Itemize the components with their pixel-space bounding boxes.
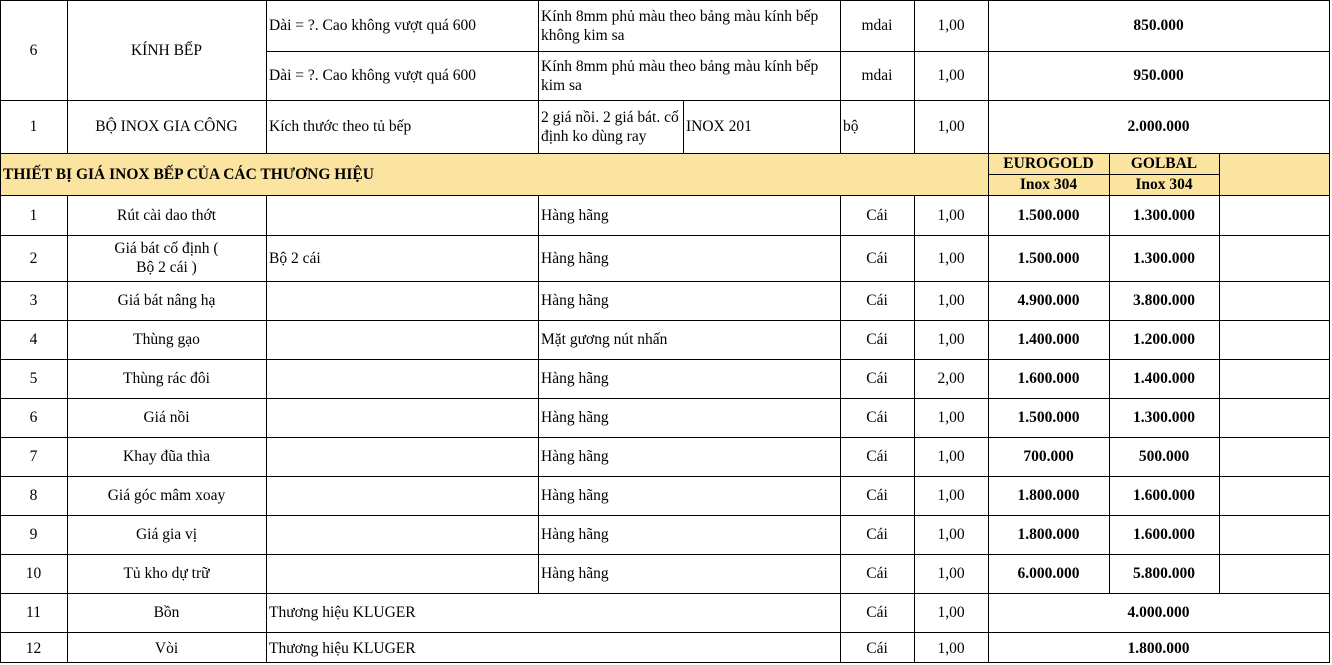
grid-line [914, 195, 915, 663]
item-quantity: 1,00 [937, 487, 965, 504]
row-number: 9 [29, 526, 38, 543]
item-unit: Cái [866, 604, 888, 621]
grid-line [0, 153, 1330, 154]
item-description: Hàng hãng [541, 526, 609, 543]
item-spec [266, 320, 538, 359]
item-spec [266, 359, 538, 398]
item-unit: Cái [866, 249, 888, 267]
grid-line [0, 593, 1330, 594]
item-unit: Cái [866, 640, 888, 657]
item-name: Giá bát nâng hạ [117, 292, 216, 309]
grid-line [0, 100, 1330, 101]
item-quantity: 1,00 [937, 206, 965, 224]
item-size: Dài = ?. Cao không vượt quá 600 [269, 17, 477, 34]
item-description: Hàng hãng [541, 409, 609, 426]
item-name: Giá nồi [143, 409, 190, 426]
price-golbal: 1.300.000 [1133, 249, 1195, 267]
item-unit: Cái [866, 409, 888, 426]
item-name: KÍNH BẾP [130, 41, 203, 59]
item-quantity: 1,00 [937, 526, 965, 543]
grid-line [988, 0, 989, 663]
item-unit: mdai [861, 17, 893, 34]
grid-line [683, 100, 684, 154]
grid-line [0, 476, 1330, 477]
item-size: Kích thước theo tủ bếp [269, 118, 412, 135]
item-name: Tủ kho dự trữ [123, 565, 210, 582]
grid-line [0, 281, 1330, 282]
row-number: 12 [25, 640, 42, 657]
grid-line [0, 320, 1330, 321]
item-quantity: 1,00 [937, 292, 965, 309]
item-unit: mdai [861, 67, 893, 84]
grid-line [1109, 153, 1110, 594]
item-description: Hàng hãng [541, 565, 609, 582]
grid-line [67, 195, 68, 663]
item-material: INOX 201 [686, 118, 752, 135]
item-unit: Cái [866, 206, 888, 224]
item-spec: Thương hiệu KLUGER [269, 604, 416, 621]
item-quantity: 1,00 [937, 17, 965, 34]
row-number: 3 [29, 292, 38, 309]
item-unit: Cái [866, 331, 888, 348]
grid-line [538, 0, 539, 154]
item-spec [266, 476, 538, 515]
grid-line [0, 195, 1330, 196]
price-eurogold: 1.600.000 [1017, 370, 1080, 387]
item-unit: bộ [843, 118, 859, 135]
grid-line [0, 662, 1330, 663]
price-golbal: 5.800.000 [1133, 565, 1195, 582]
item-price: 950.000 [1133, 67, 1184, 84]
price-eurogold: 1.400.000 [1017, 331, 1080, 348]
item-name: Giá gia vị [135, 526, 198, 543]
item-description: Kính 8mm phủ màu theo bảng màu kính bếp kim sa [541, 57, 819, 94]
price-eurogold: 1.500.000 [1017, 249, 1080, 267]
item-spec [266, 281, 538, 320]
item-unit: Cái [866, 448, 888, 465]
item-price: 2.000.000 [1127, 118, 1190, 135]
item-name: Bồn [153, 604, 180, 621]
grid-line [0, 0, 1, 663]
grid-line [0, 437, 1330, 438]
price-golbal: 500.000 [1138, 448, 1190, 465]
row-number: 1 [29, 118, 38, 135]
item-quantity: 2,00 [937, 370, 965, 387]
item-name: Giá góc mâm xoay [107, 487, 226, 504]
item-name: Thùng rác đôi [123, 370, 210, 387]
brand-material: Inox 304 [1019, 176, 1078, 193]
item-price: 850.000 [1133, 17, 1184, 34]
price-eurogold: 6.000.000 [1017, 565, 1080, 582]
item-spec: Thương hiệu KLUGER [269, 640, 416, 657]
row-number: 8 [29, 487, 38, 504]
grid-line [1219, 153, 1220, 594]
item-size: Dài = ?. Cao không vượt quá 600 [269, 67, 477, 84]
price-eurogold: 4.900.000 [1017, 292, 1080, 309]
item-price: 4.000.000 [1127, 604, 1190, 621]
row-number: 6 [29, 409, 38, 426]
grid-line [840, 195, 841, 663]
row-number: 5 [29, 370, 38, 387]
item-name: Vòi [154, 640, 179, 657]
item-quantity: 1,00 [937, 448, 965, 465]
item-spec [266, 515, 538, 554]
row-number: 2 [29, 249, 38, 267]
row-number: 11 [26, 604, 41, 621]
grid-line [0, 0, 1330, 1]
price-golbal: 1.300.000 [1133, 409, 1195, 426]
price-eurogold: 1.500.000 [1017, 206, 1080, 224]
item-description: 2 giá nồi. 2 giá bát. cố định ko dùng ray [541, 108, 679, 145]
item-name: BỘ INOX GIA CÔNG [95, 118, 238, 135]
row-number: 10 [25, 565, 42, 582]
item-quantity: 1,00 [937, 249, 965, 267]
grid-line [266, 51, 1330, 52]
item-unit: Cái [866, 565, 888, 582]
row-number: 7 [29, 448, 38, 465]
item-spec [266, 398, 538, 437]
price-golbal: 1.600.000 [1133, 526, 1195, 543]
price-golbal: 1.300.000 [1133, 206, 1195, 224]
item-spec [266, 437, 538, 476]
item-name: Giá bát cố định ( Bộ 2 cái ) [114, 240, 219, 276]
price-eurogold: 1.500.000 [1017, 409, 1080, 426]
grid-line [988, 174, 1220, 175]
item-unit: Cái [866, 292, 888, 309]
grid-line [914, 0, 915, 154]
item-quantity: 1,00 [937, 565, 965, 582]
item-spec: Bộ 2 cái [269, 249, 321, 267]
item-description: Hàng hãng [541, 370, 609, 387]
price-golbal: 1.400.000 [1133, 370, 1195, 387]
item-description: Mặt gương nút nhấn [541, 331, 668, 348]
brand-name: EUROGOLD [1003, 155, 1094, 172]
item-description: Kính 8mm phủ màu theo bảng màu kính bếp không kim sa [541, 7, 819, 44]
item-name: Khay đũa thìa [123, 448, 210, 465]
grid-line [1329, 0, 1330, 663]
brand-name: GOLBAL [1130, 155, 1198, 172]
grid-line [0, 515, 1330, 516]
brand-material: Inox 304 [1135, 176, 1193, 193]
price-golbal: 1.600.000 [1133, 487, 1195, 504]
price-golbal: 1.200.000 [1133, 331, 1195, 348]
grid-line [0, 632, 1330, 633]
grid-line [538, 195, 539, 594]
item-price: 1.800.000 [1127, 640, 1190, 657]
item-name: Thùng gạo [133, 331, 200, 348]
price-eurogold: 1.800.000 [1017, 487, 1080, 504]
item-quantity: 1,00 [937, 331, 965, 348]
row-number: 6 [29, 41, 38, 59]
grid-line [840, 0, 841, 154]
item-quantity: 1,00 [937, 118, 965, 135]
item-quantity: 1,00 [937, 640, 965, 657]
item-spec [266, 195, 538, 235]
grid-line [266, 0, 267, 154]
item-spec [266, 554, 538, 593]
item-description: Hàng hãng [541, 292, 609, 309]
price-eurogold: 1.800.000 [1017, 526, 1080, 543]
item-quantity: 1,00 [937, 67, 965, 84]
grid-line [0, 359, 1330, 360]
price-eurogold: 700.000 [1023, 448, 1074, 465]
item-unit: Cái [866, 487, 888, 504]
grid-line [0, 554, 1330, 555]
grid-line [0, 398, 1330, 399]
item-quantity: 1,00 [937, 604, 965, 621]
section-title: THIẾT BỊ GIÁ INOX BẾP CỦA CÁC THƯƠNG HIỆU [3, 165, 374, 183]
item-quantity: 1,00 [937, 409, 965, 426]
price-golbal: 3.800.000 [1133, 292, 1195, 309]
row-number: 1 [29, 206, 38, 224]
item-name: Rút cài dao thớt [116, 206, 217, 224]
item-description: Hàng hãng [541, 249, 609, 267]
grid-line [67, 0, 68, 154]
item-description: Hàng hãng [541, 206, 609, 224]
row-number: 4 [29, 331, 38, 348]
item-unit: Cái [866, 370, 888, 387]
grid-line [266, 195, 267, 663]
item-description: Hàng hãng [541, 487, 609, 504]
item-unit: Cái [866, 526, 888, 543]
item-description: Hàng hãng [541, 448, 609, 465]
grid-line [0, 235, 1330, 236]
